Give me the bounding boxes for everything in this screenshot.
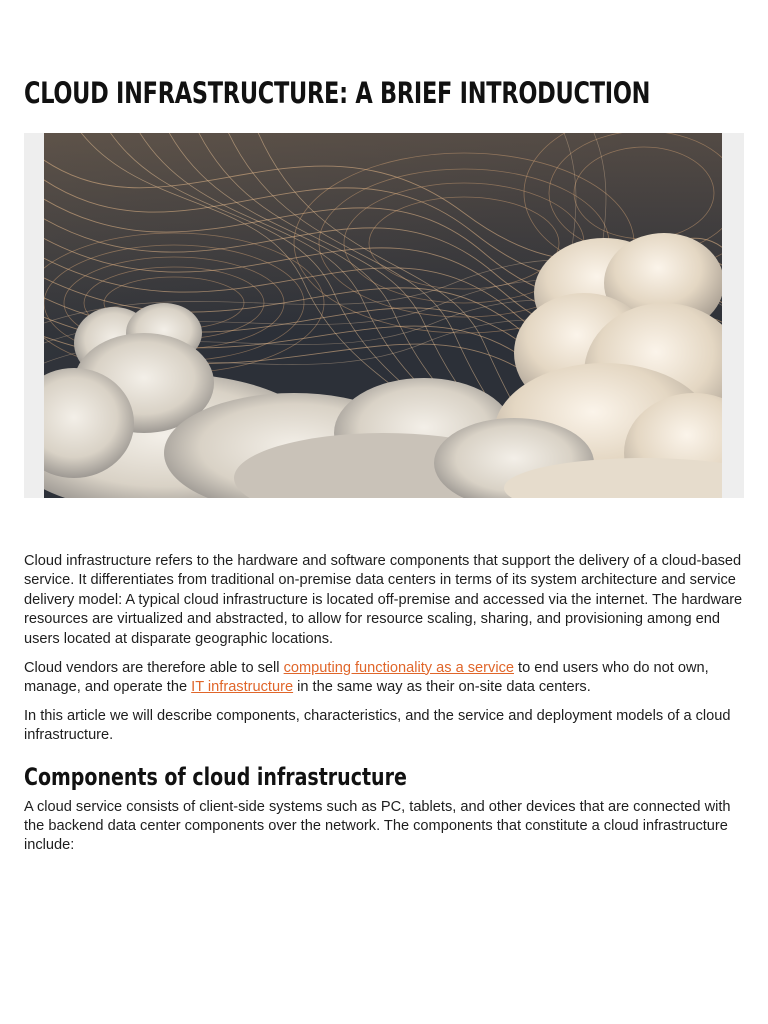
article-scope-paragraph: In this article we will describe components, characteristics, and the service and deployment models of a cloud infrastructure. — [24, 707, 731, 744]
components-paragraph: A cloud service consists of client-side systems such as PC, tablets, and other devices that are connected with the backend data center components over the network. The components that constitute a cloud infrastructure include: — [24, 798, 731, 854]
hero-image-frame — [24, 133, 744, 498]
vendors-paragraph — [24, 659, 744, 698]
vendors-text-start: Cloud vendors are therefore able to sell — [24, 659, 284, 676]
vendors-text-middle: to end users who do not own, manage, and operate the — [24, 659, 709, 695]
intro-paragraph: Cloud infrastructure refers to the hardware and software components that support the delivery of a cloud-based service. It differentiates from traditional on-premise data centers in terms of its system architecture and service delivery model: A typical cloud infrastructure is located off-premise and accessed via the internet. The hardware resources are virtualized and abstracted, to allow for resource scaling, sharing, and provisioning among end users located at disparate geographic locations. — [24, 553, 743, 647]
computing-functionality-link[interactable]: computing functionality as a service — [283, 659, 514, 676]
article-body — [24, 552, 744, 865]
article-title: CLOUD INFRASTRUCTURE: A BRIEF INTRODUCTION — [24, 76, 651, 110]
components-heading: Components of cloud infrastructure — [24, 762, 407, 791]
hero-image — [44, 133, 722, 498]
vendors-text-end: in the same way as their on-site data centers. — [293, 678, 591, 695]
it-infrastructure-link[interactable]: IT infrastructure — [191, 678, 294, 695]
cloud-network-photo-icon — [44, 133, 722, 498]
